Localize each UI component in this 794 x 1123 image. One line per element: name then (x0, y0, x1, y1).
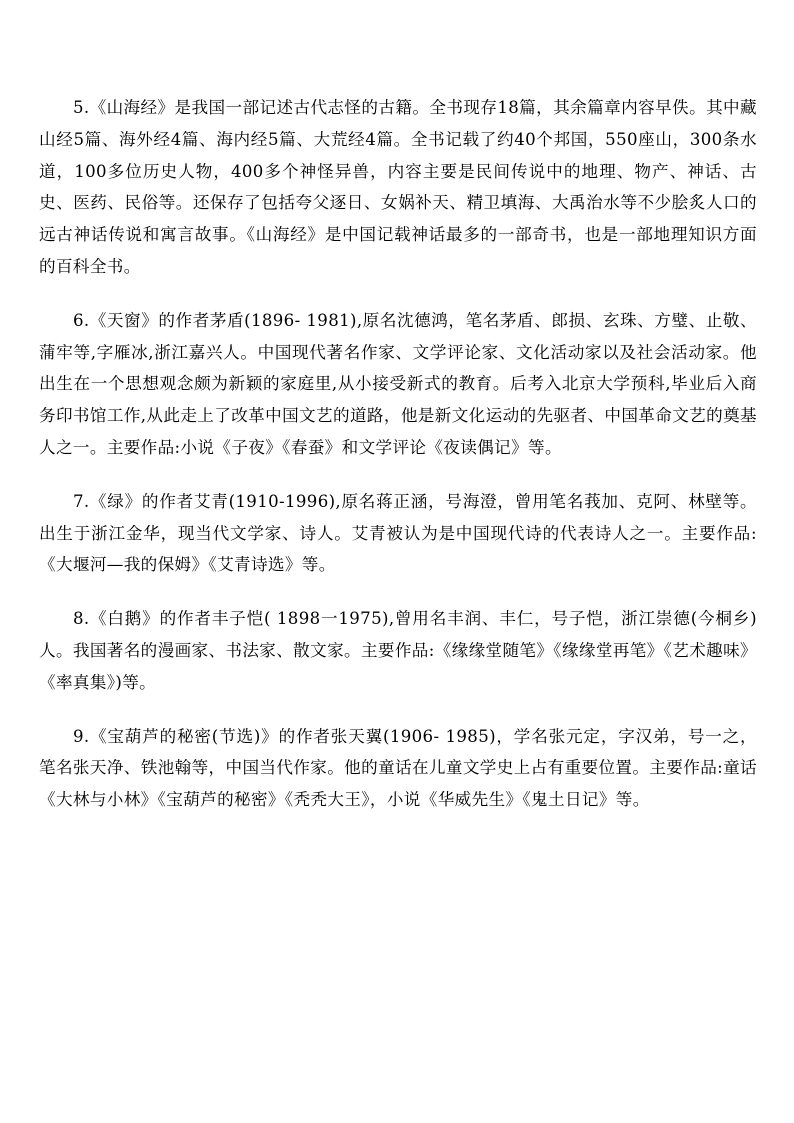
paragraph-6-tianchuang: 6.《天窗》的作者茅盾(1896- 1981),原名沈德鸿，笔名茅盾、郎损、玄珠、方璧、止敬、蒲牢等,字雁冰,浙江嘉兴人。中国现代著名作家、文学评论家、文化活动家以及社会活动家。他出生在一个思想观念颇为新颖的家庭里,从小接受新式的教育。后考入北京大学预科,毕业后入商务印书馆工作,从此走上了改革中国文艺的道路，他是新文化运动的先驱者、中国革命文艺的奠基人之一。主要作品:小说《子夜》《春蚕》和文学评论《夜读偶记》等。 (39, 310, 757, 457)
document-body (39, 92, 757, 838)
paragraph-8-baie: 8.《白鹅》的作者丰子恺( 1898一1975),曾用名丰润、丰仁，号子恺，浙江崇德(今桐乡)人。我国著名的漫画家、书法家、散文家。主要作品:《缘缘堂随笔》《缘缘堂再笔》《艺术趣味》《率真集》)等。 (39, 609, 757, 692)
paragraph-5-shanhaijing: 5.《山海经》是我国一部记述古代志怪的古籍。全书现存18篇，其余篇章内容早佚。其中藏山经5篇、海外经4篇、海内经5篇、大荒经4篇。全书记载了约40个邦国，550座山，300条水道，100多位历史人物，400多个神怪异兽，内容主要是民间传说中的地理、物产、神话、古史、医药、民俗等。还保存了包括夸父逐日、女娲补天、精卫填海、大禹治水等不少脍炙人口的远古神话传说和寓言故事。《山海经》是中国记载神话最多的一部奇书，也是一部地理知识方面的百科全书。 (39, 98, 757, 276)
paragraph-7-lv: 7.《绿》的作者艾青(1910-1996),原名蒋正涵，号海澄，曾用笔名莪加、克阿、林壁等。出生于浙江金华，现当代文学家、诗人。艾青被认为是中国现代诗的代表诗人之一。主要作品:《大堰河—我的保姆》《艾青诗选》等。 (39, 491, 757, 575)
paragraph-9-baohulu: 9.《宝葫芦的秘密(节选)》的作者张天翼(1906- 1985)，学名张元定，字汉弟，号一之，笔名张天净、铁池翰等，中国当代作家。他的童话在儿童文学史上占有重要位置。主要作品:童话《大林与小林》《宝葫芦的秘密》《秃秃大王》，小说《华威先生》《鬼土日记》等。 (39, 726, 757, 810)
